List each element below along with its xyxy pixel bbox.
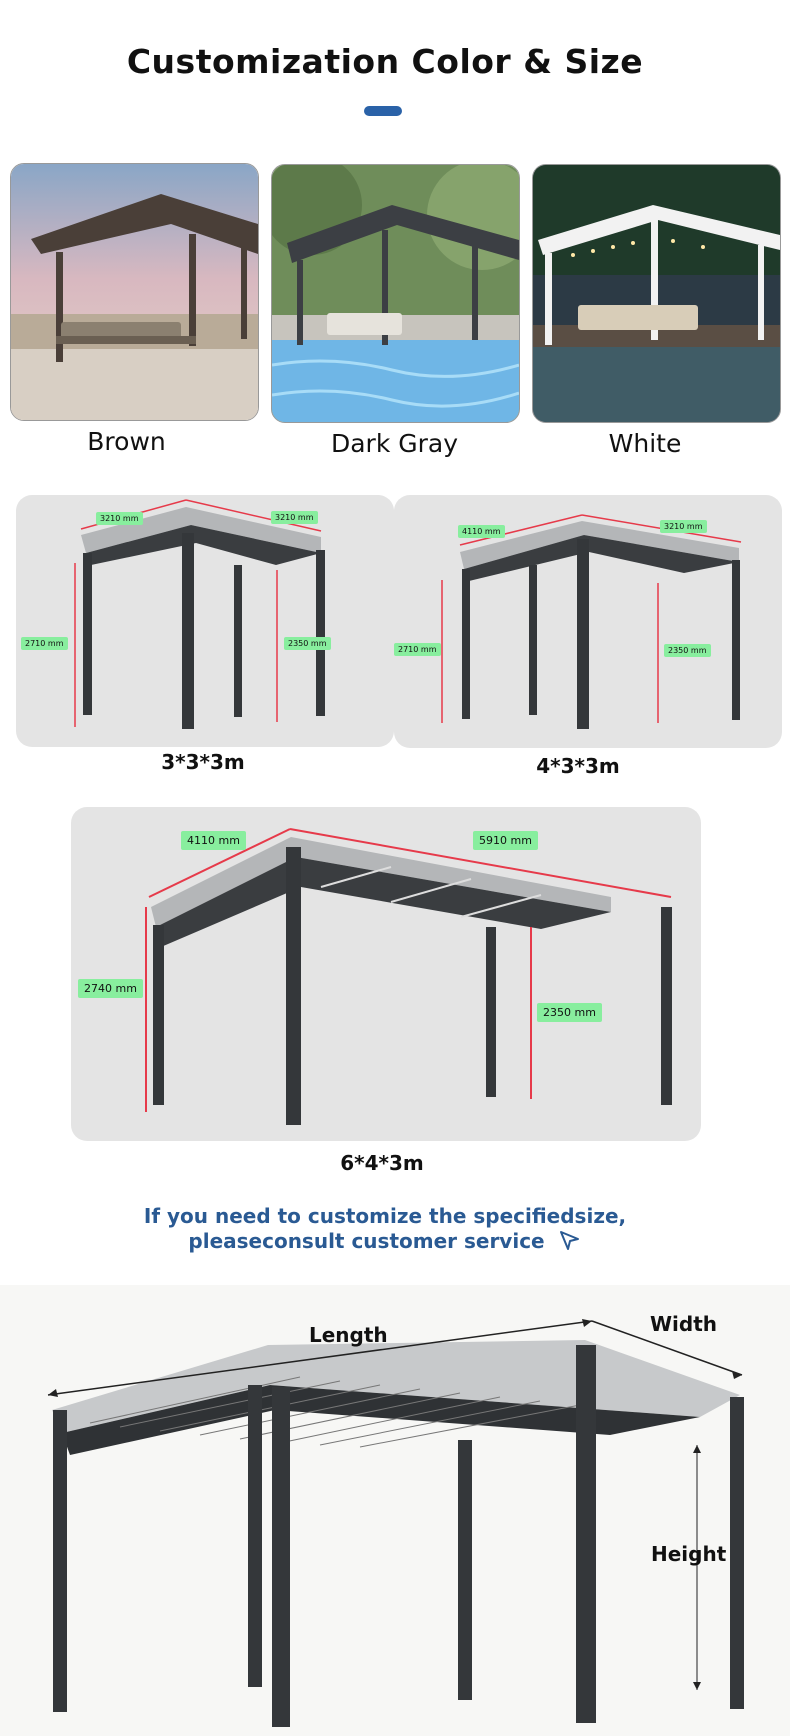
dim-height: 2740 mm — [78, 979, 143, 998]
customize-note-line2-wrap — [0, 1228, 770, 1257]
size-diagram-4x3x3 — [394, 495, 782, 748]
title-accent-bar — [364, 106, 402, 116]
color-caption-dark-gray: Dark Gray — [330, 429, 459, 458]
size-diagram-3x3x3 — [16, 495, 394, 747]
dim-width: 4110 mm — [181, 831, 246, 850]
size-diagram-6x4x3 — [71, 807, 701, 1141]
color-photo-white — [532, 164, 781, 423]
dim-height: 2710 mm — [394, 643, 441, 656]
customize-note-line2: pleaseconsult customer service — [188, 1229, 545, 1253]
dim-height: 2710 mm — [21, 637, 68, 650]
color-caption-brown: Brown — [87, 427, 166, 456]
dim-clearance: 2350 mm — [284, 637, 331, 650]
pergola-dimension-drawing — [0, 1285, 790, 1736]
dim-clearance: 2350 mm — [664, 644, 711, 657]
size-label-3x3x3: 3*3*3m — [161, 750, 245, 774]
dim-length: 3210 mm — [271, 511, 318, 524]
dim-width: 3210 mm — [96, 512, 143, 525]
cursor-click-icon — [558, 1229, 582, 1257]
page-title: Customization Color & Size — [126, 42, 644, 81]
size-label-4x3x3: 4*3*3m — [536, 754, 620, 778]
customize-note-line1: If you need to customize the specifiedsize, — [143, 1204, 627, 1228]
color-caption-white: White — [608, 429, 682, 458]
dim-length: 5910 mm — [473, 831, 538, 850]
color-photo-dark-gray — [271, 164, 520, 423]
dim-length: 3210 mm — [660, 520, 707, 533]
height-label: Height — [651, 1542, 727, 1566]
color-photo-brown — [10, 163, 259, 421]
length-label: Length — [309, 1323, 388, 1347]
width-label: Width — [650, 1312, 718, 1336]
size-label-6x4x3: 6*4*3m — [340, 1151, 424, 1175]
dim-width: 4110 mm — [458, 525, 505, 538]
dim-clearance: 2350 mm — [537, 1003, 602, 1022]
